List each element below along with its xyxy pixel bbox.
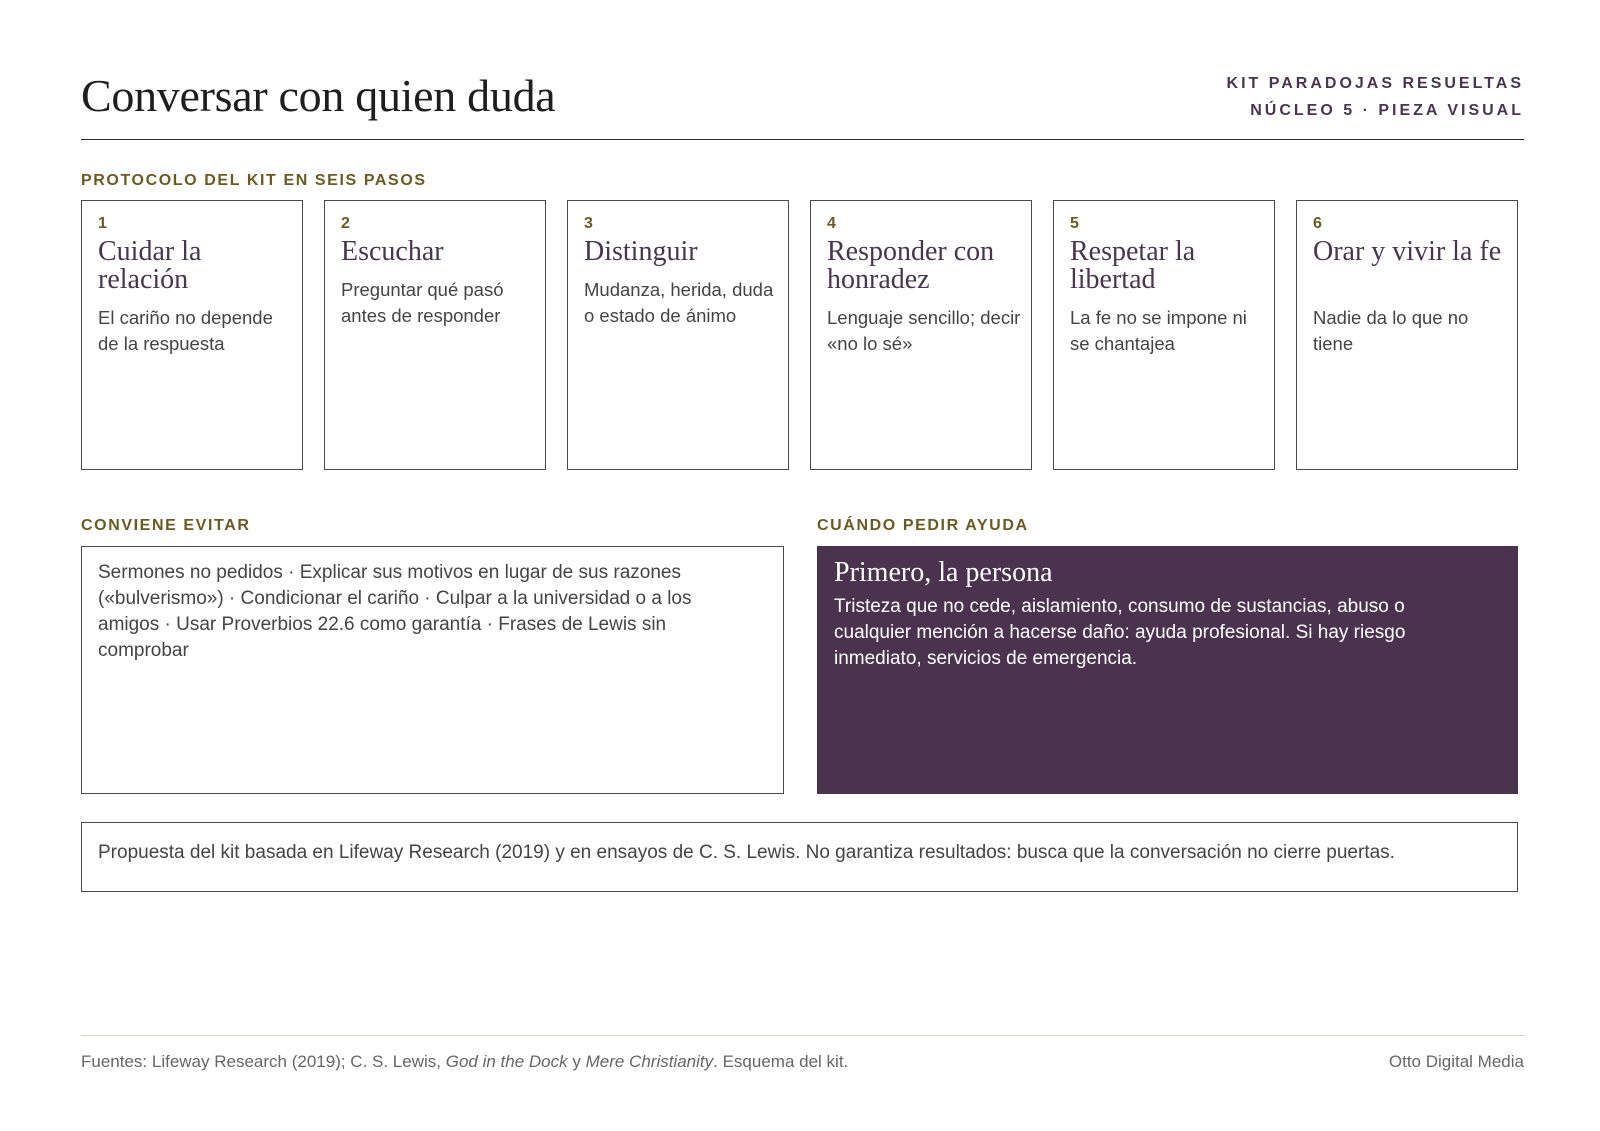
step-card-5 bbox=[1053, 200, 1275, 470]
kit-label-line-2: NÚCLEO 5 · PIEZA VISUAL bbox=[1250, 102, 1524, 119]
step-description: El cariño no depende de la respuesta bbox=[98, 307, 273, 354]
protocol-steps bbox=[81, 200, 1518, 470]
kit-label bbox=[1227, 70, 1524, 124]
step-card-3 bbox=[567, 200, 789, 470]
step-number: 5 bbox=[1070, 215, 1079, 232]
step-number: 2 bbox=[341, 215, 350, 232]
sources-suffix: . Esquema del kit. bbox=[713, 1052, 849, 1071]
help-text: Tristeza que no cede, aislamiento, consumo de sustancias, abuso o cualquier mención a hacerse daño: ayuda profesional. Si hay riesgo inmediato, servicios de emergencia. bbox=[834, 596, 1406, 669]
step-card-4 bbox=[810, 200, 1032, 470]
step-description: Mudanza, herida, duda o estado de ánimo bbox=[584, 279, 774, 326]
step-card-2 bbox=[324, 200, 546, 470]
step-title: Distinguir bbox=[584, 236, 698, 267]
avoid-text: Sermones no pedidos · Explicar sus motivos en lugar de sus razones («bulverismo») · Condicionar el cariño · Culpar a la universidad o a los amigos · Usar Proverbios 22.6 como garantía · Frases de Lewis sin comprobar bbox=[98, 562, 692, 661]
help-section-label: CUÁNDO PEDIR AYUDA bbox=[817, 517, 1029, 534]
step-title: Responder con honradez bbox=[827, 236, 995, 295]
kit-label-line-1: KIT PARADOJAS RESUELTAS bbox=[1226, 75, 1524, 92]
avoid-section-label: CONVIENE EVITAR bbox=[81, 517, 251, 534]
step-card-1 bbox=[81, 200, 303, 470]
header-divider bbox=[81, 139, 1524, 140]
step-description: Lenguaje sencillo; decir «no lo sé» bbox=[827, 307, 1021, 354]
step-card-6 bbox=[1296, 200, 1518, 470]
footer-brand: Otto Digital Media bbox=[1388, 1052, 1524, 1071]
help-title: Primero, la persona bbox=[834, 557, 1053, 588]
sources-prefix: Fuentes: Lifeway Research (2019); C. S. Lewis, bbox=[81, 1052, 446, 1071]
help-box bbox=[817, 546, 1518, 794]
step-number: 4 bbox=[827, 215, 836, 232]
footer-sources bbox=[81, 1052, 848, 1072]
step-title: Cuidar la relación bbox=[98, 236, 202, 295]
footer-divider bbox=[81, 1035, 1524, 1036]
book-title-2: Mere Christianity bbox=[585, 1052, 714, 1071]
step-title: Orar y vivir la fe bbox=[1313, 236, 1502, 267]
protocol-section-label: PROTOCOLO DEL KIT EN SEIS PASOS bbox=[81, 172, 427, 189]
step-title: Escuchar bbox=[341, 236, 444, 267]
step-description: Nadie da lo que no tiene bbox=[1313, 307, 1469, 354]
sources-joiner: y bbox=[567, 1052, 586, 1071]
step-number: 3 bbox=[584, 215, 593, 232]
book-title-1: God in the Dock bbox=[445, 1052, 568, 1071]
disclaimer-text: Propuesta del kit basada en Lifeway Research (2019) y en ensayos de C. S. Lewis. No garantiza resultados: busca que la conversación no cierre puertas. bbox=[98, 842, 1395, 863]
disclaimer-box bbox=[81, 822, 1518, 892]
step-title: Respetar la libertad bbox=[1070, 236, 1196, 295]
avoid-box bbox=[81, 546, 784, 794]
step-description: La fe no se impone ni se chantajea bbox=[1070, 307, 1247, 354]
page-title: Conversar con quien duda bbox=[81, 70, 556, 121]
step-number: 6 bbox=[1313, 215, 1322, 232]
step-description: Preguntar qué pasó antes de responder bbox=[341, 279, 504, 326]
step-number: 1 bbox=[98, 215, 107, 232]
